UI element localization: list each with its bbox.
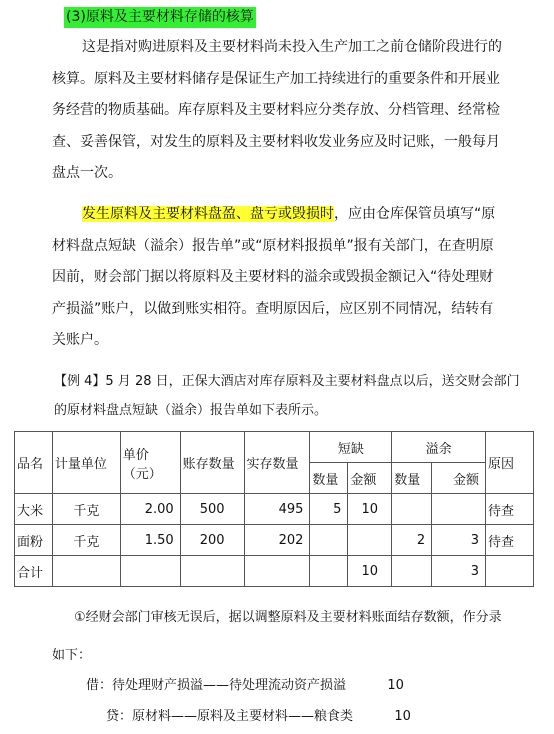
cell-empty xyxy=(392,556,432,587)
debit-amount: 10 xyxy=(387,678,404,693)
header-book-qty: 账存数量 xyxy=(180,432,244,494)
header-actual-qty: 实存数量 xyxy=(244,432,310,494)
table-header-row xyxy=(15,432,534,463)
journal-entry-debit xyxy=(86,676,404,696)
cell-empty xyxy=(310,556,348,587)
cell-total-label: 合计 xyxy=(15,556,53,587)
table-row xyxy=(15,525,534,556)
table-row xyxy=(15,494,534,525)
cell-empty xyxy=(120,556,180,587)
header-shortage: 短缺 xyxy=(310,432,392,463)
cell-empty xyxy=(244,556,310,587)
cell-book-qty: 200 xyxy=(180,525,244,556)
cell-name: 面粉 xyxy=(15,525,53,556)
cell-price: 1.50 xyxy=(120,525,180,556)
cell-reason: 待查 xyxy=(486,494,534,525)
header-unit: 计量单位 xyxy=(52,432,120,494)
cell-empty xyxy=(180,556,244,587)
header-price: 单价（元） xyxy=(120,432,180,494)
cell-book-qty: 500 xyxy=(180,494,244,525)
section-heading: (3)原料及主要材料存储的核算 xyxy=(64,7,256,28)
header-surplus-amount: 金额 xyxy=(432,463,486,494)
debit-account: 借：待处理财产损溢——待处理流动资产损溢 xyxy=(86,678,347,693)
cell-shortage-amount: 10 xyxy=(348,494,392,525)
header-surplus-qty: 数量 xyxy=(392,463,432,494)
cell-empty xyxy=(52,556,120,587)
cell-total-surplus-amount: 3 xyxy=(432,556,486,587)
cell-price: 2.00 xyxy=(120,494,180,525)
cell-surplus-amount: 3 xyxy=(432,525,486,556)
inventory-report-table xyxy=(14,431,534,587)
cell-actual-qty: 202 xyxy=(244,525,310,556)
cell-surplus-amount xyxy=(432,494,486,525)
cell-surplus-qty: 2 xyxy=(392,525,432,556)
cell-reason: 待查 xyxy=(486,525,534,556)
header-name: 品名 xyxy=(15,432,53,494)
paragraph-intro xyxy=(52,32,502,190)
cell-total-shortage-amount: 10 xyxy=(348,556,392,587)
cell-actual-qty: 495 xyxy=(244,494,310,525)
cell-name: 大米 xyxy=(15,494,53,525)
journal-entry-credit xyxy=(106,707,411,727)
paragraph-body-text: ，应由仓库保管员填写“原材料盘点短缺（溢余）报告单”或“原材料报损单”报有关部门，在查明原因前，财会部门据以将原料及主要材料的溢余或毁损金额记入“待处理财产损溢”账户，以做到账实相符。查明原因后，应区别不同情况，结转有关账户。 xyxy=(52,206,496,348)
paragraph-intro-text: 这是指对购进原料及主要材料尚未投入生产加工之前仓储阶段进行的核算。原料及主要材料储存是保证生产加工持续进行的重要条件和开展业务经营的物质基础。库存原料及主要材料应分类存放、分档管理、经常检查、妥善保管，对发生的原料及主要材料收发业务应及时记账，一般每月盘点一次。 xyxy=(52,39,502,181)
header-shortage-amount: 金额 xyxy=(348,463,392,494)
table-total-row xyxy=(15,556,534,587)
cell-shortage-amount xyxy=(348,525,392,556)
cell-shortage-qty xyxy=(310,525,348,556)
cell-unit: 千克 xyxy=(52,494,120,525)
header-surplus: 溢余 xyxy=(392,432,486,463)
example-4-text: 【例 4】5 月 28 日，正保大酒店对库存原料及主要材料盘点以后，送交财会部门的原材料盘点短缺（溢余）报告单如下表所示。 xyxy=(54,374,520,418)
credit-amount: 10 xyxy=(394,709,411,724)
cell-unit: 千克 xyxy=(52,525,120,556)
cell-shortage-qty: 5 xyxy=(310,494,348,525)
paragraph-inventory-difference xyxy=(52,199,502,357)
note-text-continued: 如下： xyxy=(52,648,92,663)
note-text: ①经财会部门审核无误后，据以调整原料及主要材料账面结存数额，作分录 xyxy=(74,610,502,625)
cell-empty xyxy=(486,556,534,587)
header-shortage-qty: 数量 xyxy=(310,463,348,494)
credit-account: 贷：原材料——原料及主要材料——粮食类 xyxy=(106,709,354,724)
highlighted-text: 发生原料及主要材料盘盈、盘亏或毁损时 xyxy=(82,206,334,222)
header-reason: 原因 xyxy=(486,432,534,494)
cell-surplus-qty xyxy=(392,494,432,525)
